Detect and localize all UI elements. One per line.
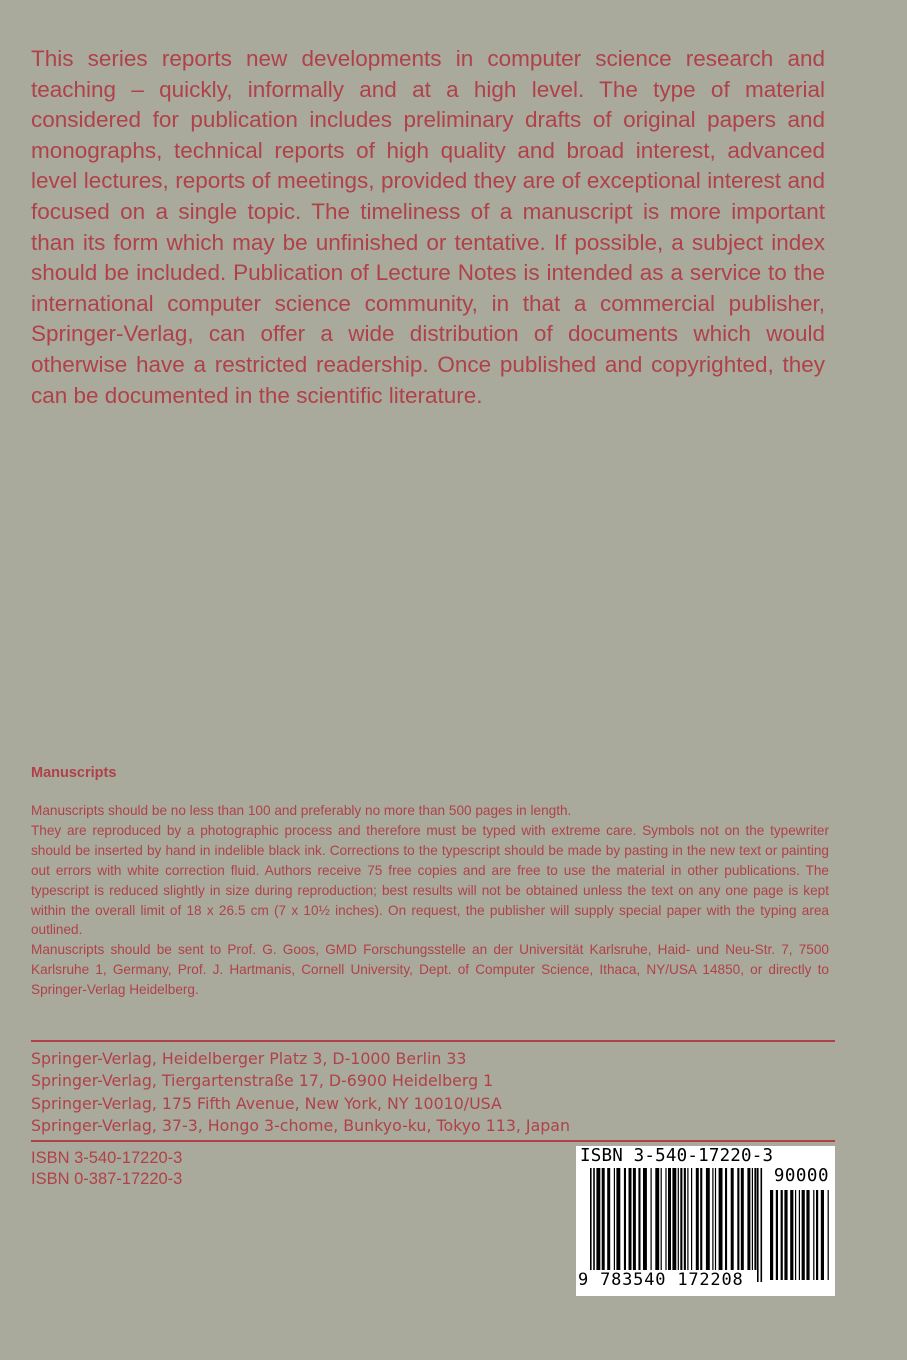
barcode-bar (725, 1168, 727, 1270)
barcode-bar (684, 1168, 686, 1270)
address-tokyo: Springer-Verlag, 37-3, Hongo 3-chome, Bunkyo-ku, Tokyo 113, Japan (31, 1115, 570, 1135)
barcode-addon-bar (781, 1190, 783, 1280)
barcode-bar (672, 1168, 676, 1282)
barcode-bar (737, 1168, 739, 1270)
barcode-bar (655, 1168, 659, 1270)
barcode-bar (629, 1168, 632, 1270)
barcode-addon-bar (770, 1190, 773, 1280)
barcode-bar (616, 1168, 620, 1270)
barcode-addon-bar (799, 1190, 800, 1280)
barcode-addon-bar (790, 1190, 793, 1280)
isbn-numbers (31, 1148, 182, 1190)
barcode-addon-bar (795, 1190, 796, 1280)
address-heidelberg: Springer-Verlag, Tiergartenstraße 17, D-6900 Heidelberg 1 (31, 1071, 494, 1091)
barcode-bar (602, 1168, 605, 1270)
barcode-bar (719, 1168, 723, 1270)
barcode-addon-bar (813, 1190, 814, 1280)
manuscripts-submission-address: Manuscripts should be sent to Prof. G. Goos, GMD Forschungsstelle an der Universität Karlsruhe, Haid- und Neu-Str. 7, 7500 Karlsruhe 1, Germany, Prof. J. Hartmanis, Cornell University, Dept. of Computer Science, Ithaca, NY/USA 14850, or directly to Springer-Verlag Heidelberg. (31, 942, 829, 998)
barcode-addon-bar (784, 1190, 787, 1280)
address-berlin: Springer-Verlag, Heidelberger Platz 3, D-1000 Berlin 33 (31, 1049, 467, 1068)
barcode (576, 1146, 835, 1296)
barcode-ean-digits: 9 783540 172208 (578, 1270, 744, 1290)
barcode-isbn-label: ISBN 3-540-17220-3 (580, 1146, 774, 1166)
barcode-bar (638, 1168, 640, 1270)
barcode-bar (741, 1168, 744, 1270)
barcode-bar (624, 1168, 626, 1270)
barcode-bar (752, 1168, 753, 1270)
barcode-bar (665, 1168, 666, 1270)
barcode-bar (700, 1168, 702, 1270)
barcode-addon-bar (821, 1190, 824, 1280)
barcode-bar (596, 1168, 600, 1270)
barcode-bar (706, 1168, 710, 1270)
barcode-bar (712, 1168, 713, 1270)
barcode-bar (687, 1168, 688, 1270)
barcode-addon-bar (806, 1190, 809, 1280)
manuscripts-section (31, 765, 829, 1000)
barcode-guard-bar (761, 1168, 763, 1282)
barcode-guard-bar (590, 1168, 592, 1282)
barcode-addon-bar (828, 1190, 829, 1280)
barcode-addon-bar (776, 1190, 778, 1280)
barcode-bar (691, 1168, 692, 1270)
divider-bottom (31, 1140, 835, 1142)
barcode-bar (607, 1168, 610, 1270)
barcode-bar (731, 1168, 734, 1270)
manuscripts-length-note: Manuscripts should be no less than 100 and preferably no more than 500 pages in length. (31, 803, 572, 818)
barcode-bar (747, 1168, 750, 1270)
barcode-addon-bar (816, 1190, 818, 1280)
address-new-york: Springer-Verlag, 175 Fifth Avenue, New York, NY 10010/USA (31, 1093, 502, 1113)
barcode-guard-bar (757, 1168, 759, 1282)
isbn-springer-berlin: ISBN 3-540-17220-3 (31, 1149, 183, 1167)
barcode-bar (754, 1168, 756, 1270)
barcode-bar (696, 1168, 699, 1270)
publisher-addresses (31, 1048, 570, 1137)
barcode-bar (633, 1168, 636, 1270)
barcode-bar (651, 1168, 652, 1270)
barcode-price-addon: 90000 (773, 1166, 829, 1186)
barcode-bar (643, 1168, 647, 1270)
manuscripts-typing-instructions: They are reproduced by a photographic process and therefore must be typed with extreme care. Symbols not on the typewriter should be inserted by hand in indelible black ink. Corrections to the typescript should be made by pasting in the new text or painting out errors with white correction fluid. Authors receive 75 free copies and are free to use the material in other publications. The typescript is reduced slightly in size during reproduction; best results will not be obtained unless the text on any one page is kept within the overall limit of 18 x 26.5 cm (7 x 10½ inches). On request, the publisher will supply special paper with the typing area outlined. (31, 822, 829, 938)
manuscripts-heading: Manuscripts (31, 765, 117, 781)
isbn-springer-new-york: ISBN 0-387-17220-3 (31, 1170, 183, 1188)
divider-top (31, 1040, 835, 1042)
barcode-addon-bar (802, 1190, 805, 1280)
barcode-bar (678, 1168, 679, 1270)
barcode-bar (680, 1168, 682, 1270)
series-description: This series reports new developments in computer science research and teaching – quickly, informally and at a high level. The type of material considered for publication includes preliminary drafts of original papers and monographs, technical reports of high quality and broad interest, advanced level lectures, reports of meetings, provided they are of exceptional interest and focused on a single topic. The timeliness of a manuscript is more important than its form which may be unfinished or tentative. If possible, a subject index should be included. Publication of Lecture Notes is intended as a service to the international computer science community, in that a commercial publisher, Springer-Verlag, can offer a wide distribution of documents which would otherwise have a restricted readership. Once published and copyrighted, they can be documented in the scientific literature. (31, 46, 825, 408)
barcode-bar (668, 1168, 671, 1270)
barcode-bar (614, 1168, 615, 1270)
barcode-bar (715, 1168, 716, 1270)
barcode-bar (661, 1168, 662, 1270)
barcode-guard-bar (593, 1168, 595, 1282)
